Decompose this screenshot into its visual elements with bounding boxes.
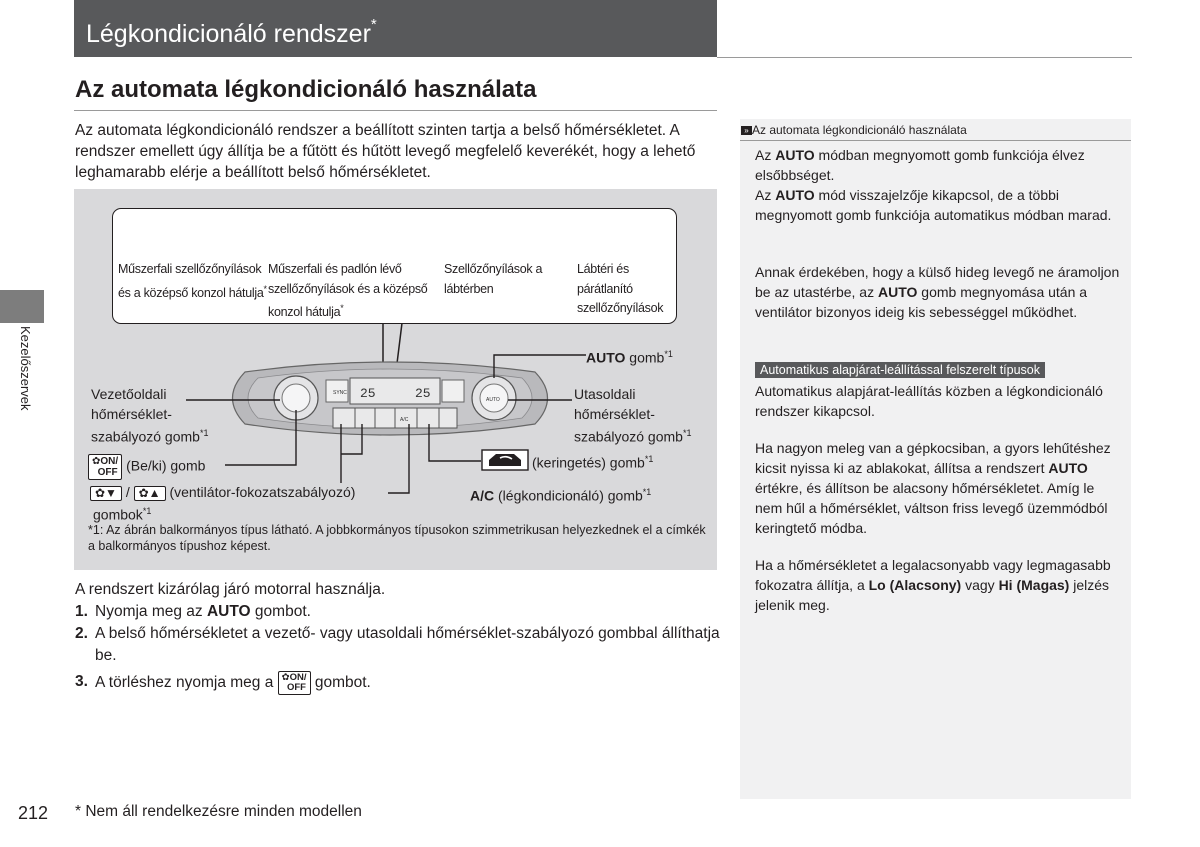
- recirculation-label: (keringetés) gomb$^{*1}$: [532, 454, 654, 471]
- fan-up-icon: ✿▲: [134, 486, 166, 501]
- chapter-title: Légkondicionáló rendszer*: [86, 16, 377, 48]
- recirculation-icon: [482, 450, 528, 470]
- onoff-button-label: ✿ON/ OFF (Be/ki) gomb: [88, 454, 205, 480]
- section-title: Az automata légkondicionáló használata: [75, 76, 537, 103]
- note-p5: Ha nagyon meleg van a gépkocsiban, a gyors lehűtéshez kicsit nyissa ki az ablakokat, állítsa a rendszert AUTO értékre, és állítson be alacsony hőmérsékletet. Amíg le nem hűl a hőmérséklet, váltson friss levegő üzemmódból keringtető módba.: [755, 440, 1111, 536]
- side-label: Kezelőszervek: [18, 326, 33, 411]
- note-p3: Annak érdekében, hogy a külső hideg levegő ne áramoljon be az utastérbe, az AUTO gomb megnyomása után a ventilátor bizonyos ideig kis sebességgel működhet.: [755, 264, 1120, 320]
- control-panel: [233, 362, 548, 435]
- note-p4: Automatikus alapjárat-leállítás közben a légkondicionáló rendszer kikapcsol.: [755, 383, 1103, 419]
- ac-button-label: A/C (légkondicionáló) gomb$^{*1}$: [470, 487, 652, 504]
- sync-text: SYNC: [333, 390, 347, 396]
- display-left-temp: 25: [360, 386, 376, 401]
- figure-footnote: *1: Az ábrán balkormányos típus látható. A jobbkormányos típusokon szimmetrikusan helyezkednek el a címkék a balkormányos típushoz képest.: [88, 523, 706, 553]
- double-arrow-icon: »: [741, 126, 752, 135]
- display-right-temp: 25: [415, 386, 431, 401]
- note-p2: Az AUTO mód visszajelzője kikapcsol, de a többi megnyomott gomb funkciója automatikus módban marad.: [755, 187, 1112, 223]
- driver-temp-label: Vezetőoldali hőmérséklet- szabályozó gomb$^{*1}$: [91, 386, 209, 445]
- step-2: 2. A belső hőmérsékletet a vezető- vagy utasoldali hőmérséklet-szabályozó gombbal állíthatja be.: [75, 625, 720, 664]
- intro-paragraph: Az automata légkondicionáló rendszer a beállított szinten tartja a belső hőmérsékletet. A rendszer emellett úgy állítja be a fűtött és hűtött levegő megfelelő keverékét, hogy a lehető leghamarabb elérje a beállított belső hőmérsékletet.: [75, 122, 696, 181]
- vent-label-floor: Szellőzőnyílások a lábtérben: [444, 262, 543, 296]
- footer-note: * Nem áll rendelkezésre minden modellen: [75, 803, 362, 820]
- steps-list: [75, 579, 720, 695]
- fan-onoff-icon: ✿ON/ OFF: [88, 454, 122, 480]
- fan-speed-label-2: gombok$^{*1}$: [93, 506, 152, 523]
- ac-small-text: A/C: [400, 417, 409, 423]
- fan-down-icon: ✿▼: [90, 486, 122, 501]
- fan-speed-label: ✿▼ / ✿▲ (ventilátor-fokozatszabályozó): [90, 483, 355, 503]
- fan-onoff-icon: ✿ON/ OFF: [278, 671, 311, 695]
- auto-button-label: AUTO gomb$^{*1}$: [586, 349, 673, 366]
- side-notes-heading: » Az automata légkondicionáló használata: [741, 123, 967, 137]
- auto-knob-text: AUTO: [486, 397, 500, 403]
- vent-label-dash: Műszerfali szellőzőnyílások és a középső konzol hátulja*: [118, 262, 267, 300]
- page-number: 212: [18, 803, 49, 823]
- vent-label-dash-floor: Műszerfali és padlón lévő szellőzőnyílások és a középső konzol hátulja*: [268, 262, 428, 320]
- note-p6: Ha a hőmérsékletet a legalacsonyabb vagy legmagasabb fokozatra állítja, a Lo (Alacsony) vagy Hi (Magas) jelzés jelenik meg.: [755, 557, 1111, 613]
- steps-lead: A rendszert kizárólag járó motorral használja.: [75, 581, 386, 598]
- model-tag: Automatikus alapjárat-leállítással felszerelt típusok: [755, 362, 1045, 378]
- step-3: 3. A törléshez nyomja meg a ✿ON/ OFF gombot.: [75, 672, 371, 693]
- vent-label-floor-defrost: Lábtéri és párátlanító szellőzőnyílások: [577, 262, 664, 315]
- step-1: 1. Nyomja meg az AUTO gombot.: [75, 603, 311, 620]
- passenger-temp-label: Utasoldali hőmérséklet- szabályozó gomb$^{*1}$: [574, 386, 692, 445]
- note-p1: Az AUTO módban megnyomott gomb funkciója élvez elsőbbséget.: [755, 147, 1085, 183]
